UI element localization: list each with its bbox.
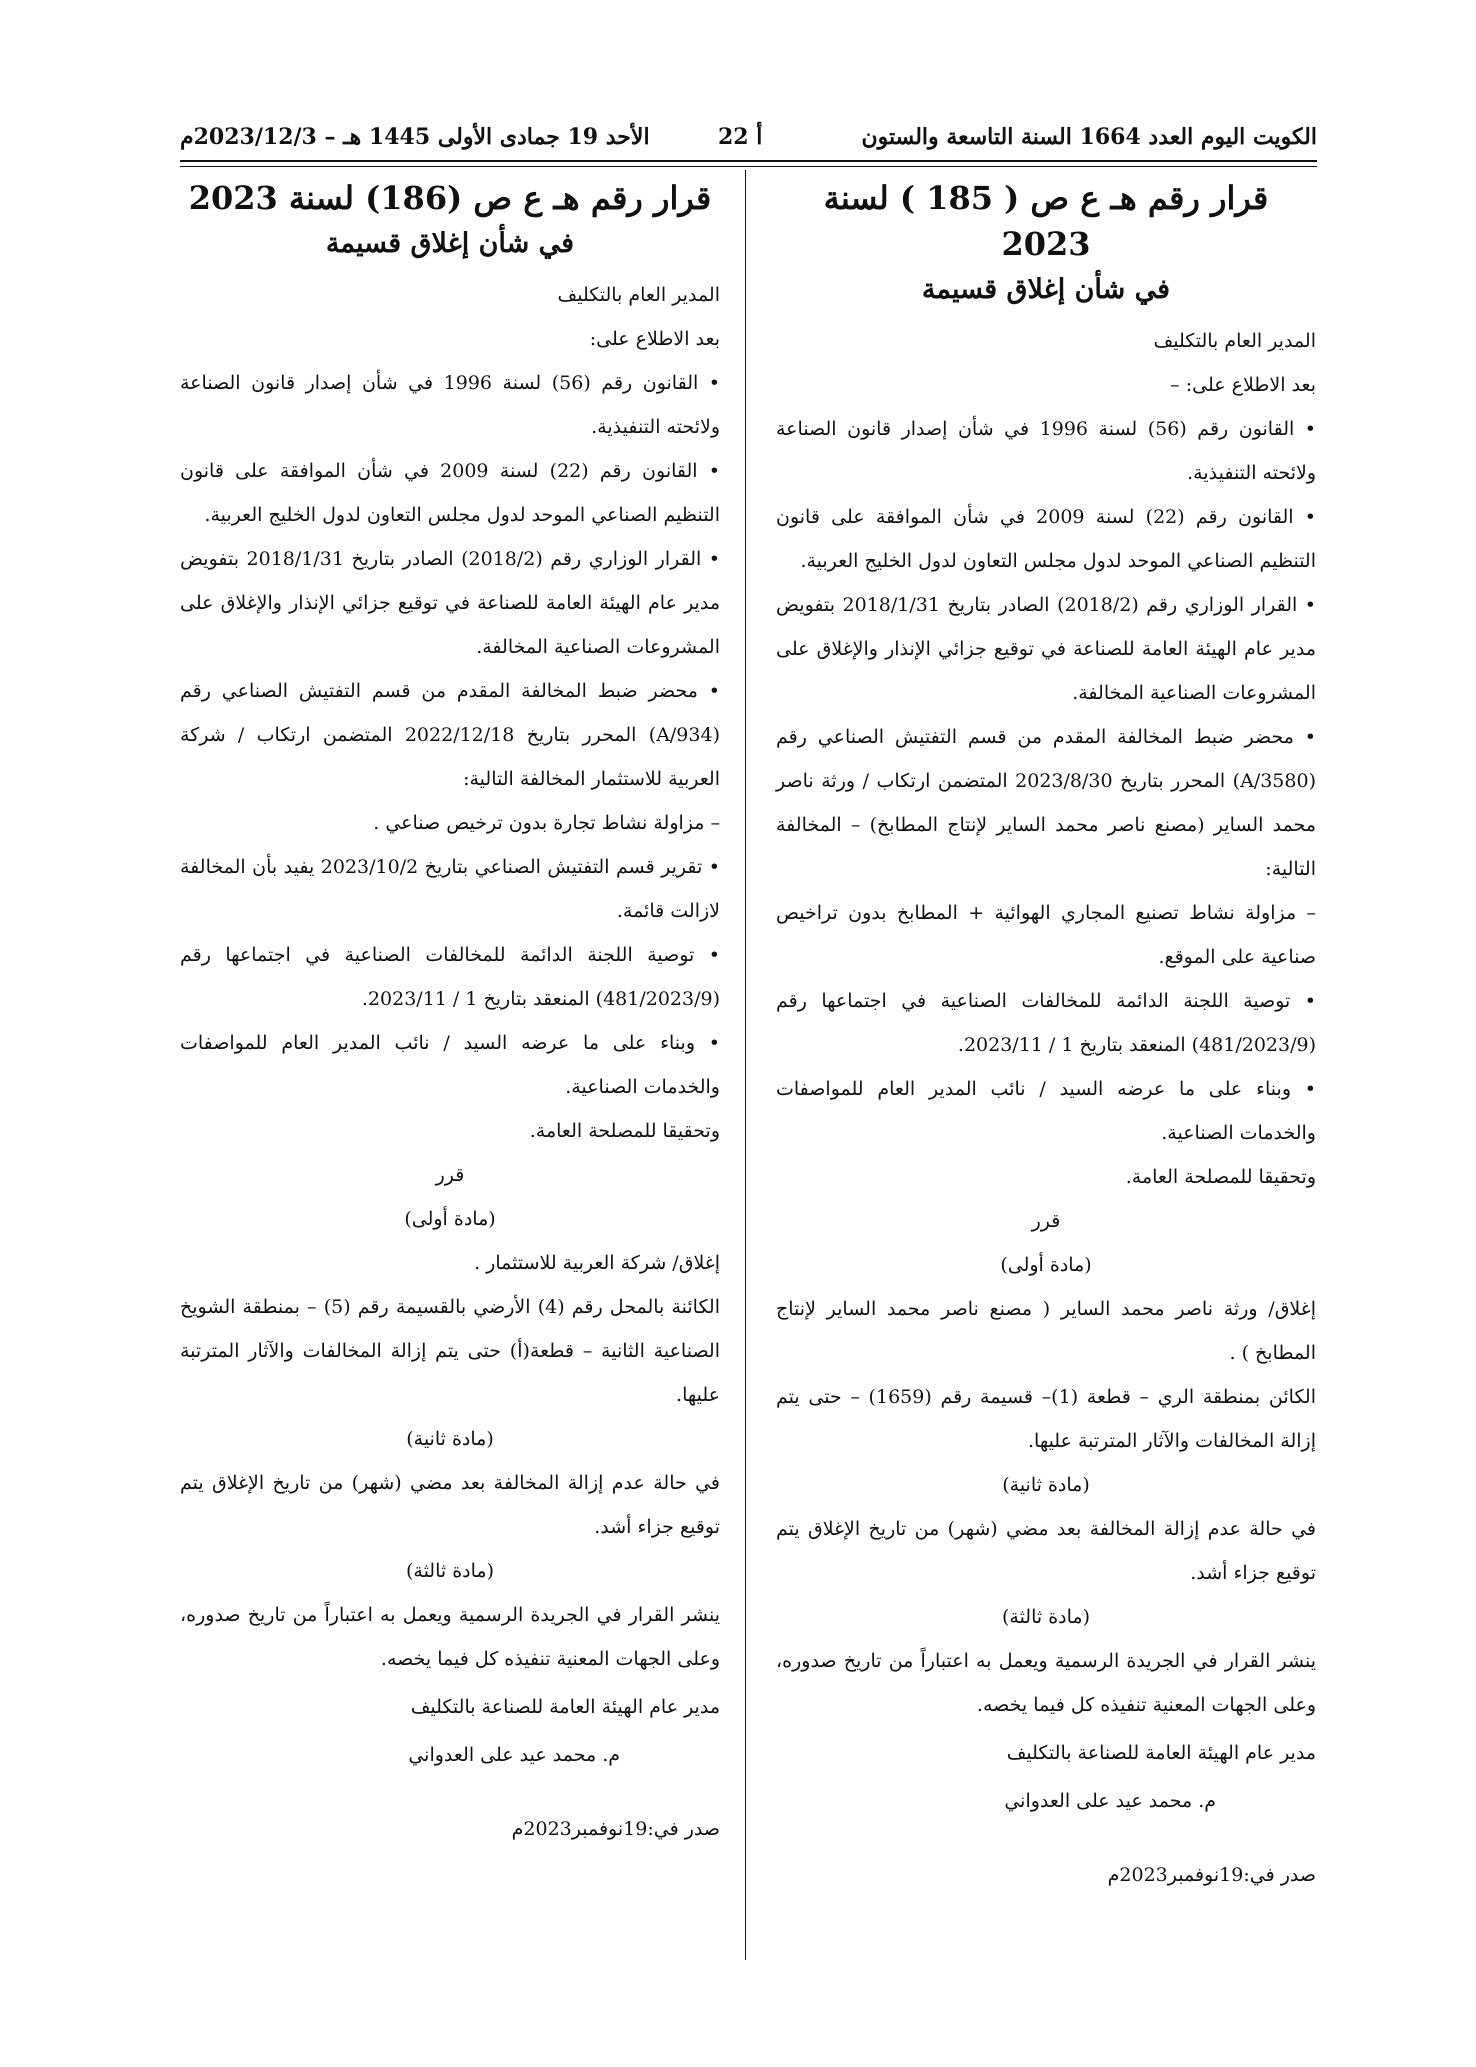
decree-title: قرار رقم هـ ع ص ( 185 ) لسنة 2023 xyxy=(823,179,1269,263)
preamble-item: • القرار الوزاري رقم (2018/2) الصادر بتاريخ 2018/1/31 بتفويض مدير عام الهيئة العامة للصناعة في توقيع جزائي الإنذار والإغلاق على المشروعات الصناعية المخالفة. xyxy=(776,594,1316,704)
article-text: الكائنة بالمحل رقم (4) الأرضي بالقسيمة رقم (5) – بمنطقة الشويخ الصناعية الثانية – قطعة(أ) حتى يتم إزالة المخالفات والآثار المترتبة عليها. xyxy=(180,1296,721,1406)
decided-heading: قرر xyxy=(1031,1210,1061,1232)
preamble-item: • القانون رقم (56) لسنة 1996 في شأن إصدار قانون الصناعة ولائحته التنفيذية. xyxy=(776,418,1317,484)
issue-date: صدر في:19نوفمبر2023م xyxy=(511,1818,720,1840)
preamble-item: • توصية اللجنة الدائمة للمخالفات الصناعية في اجتماعها رقم (481/2023/9) المنعقد بتاريخ 1 / 2023/11. xyxy=(776,990,1316,1056)
violation-item: – مزاولة نشاط تصنيع المجاري الهوائية + المطابخ بدون تراخيص صناعية على الموقع. xyxy=(776,902,1316,968)
preamble-intro: بعد الاطلاع على: – xyxy=(1170,374,1316,396)
header-issue: الكويت اليوم العدد 1664 السنة التاسعة والستون xyxy=(861,124,1317,150)
header-rule-thin xyxy=(180,166,1317,167)
signatory-title: مدير عام الهيئة العامة للصناعة بالتكليف xyxy=(1006,1742,1316,1764)
article-heading: (مادة أولى) xyxy=(1000,1254,1092,1276)
article-heading: (مادة أولى) xyxy=(404,1208,496,1230)
preamble-item: • توصية اللجنة الدائمة للمخالفات الصناعية في اجتماعها رقم (481/2023/9) المنعقد بتاريخ 1 / 2023/11. xyxy=(180,944,720,1010)
article-text: ينشر القرار في الجريدة الرسمية ويعمل به اعتباراً من تاريخ صدوره، وعلى الجهات المعنية تنفيذه كل فيما يخصه. xyxy=(180,1604,720,1670)
preamble-item: • القانون رقم (22) لسنة 2009 في شأن الموافقة على قانون التنظيم الصناعي الموحد لدول مجلس التعاون لدول الخليج العربية. xyxy=(776,506,1317,572)
public-interest-line: وتحقيقا للمصلحة العامة. xyxy=(1125,1166,1316,1188)
page-header xyxy=(180,118,1317,156)
article-text: الكائن بمنطقة الري – قطعة (1)– قسيمة رقم (1659) – حتى يتم إزالة المخالفات والآثار المترتبة عليها. xyxy=(776,1386,1316,1452)
header-rule-thick xyxy=(180,160,1317,162)
article-text: إغلاق/ ورثة ناصر محمد الساير ( مصنع ناصر محمد الساير لإنتاج المطابخ ) . xyxy=(776,1298,1316,1364)
issuer-line: المدير العام بالتكليف xyxy=(557,284,720,306)
preamble-item: • القانون رقم (56) لسنة 1996 في شأن إصدار قانون الصناعة ولائحته التنفيذية. xyxy=(180,372,721,438)
article-text: في حالة عدم إزالة المخالفة بعد مضي (شهر) من تاريخ الإغلاق يتم توقيع جزاء أشد. xyxy=(776,1518,1316,1584)
signatory-title: مدير عام الهيئة العامة للصناعة بالتكليف xyxy=(410,1696,720,1718)
decree-subtitle: في شأن إغلاق قسيمة xyxy=(325,228,575,259)
article-heading: (مادة ثالثة) xyxy=(405,1560,495,1582)
decree-subtitle: في شأن إغلاق قسيمة xyxy=(921,274,1171,305)
article-heading: (مادة ثالثة) xyxy=(1001,1606,1091,1628)
preamble-item: • وبناء على ما عرضه السيد / نائب المدير العام للمواصفات والخدمات الصناعية. xyxy=(776,1078,1316,1144)
preamble-intro: بعد الاطلاع على: xyxy=(589,328,720,350)
header-page-number: أ 22 xyxy=(718,124,763,150)
issue-date: صدر في:19نوفمبر2023م xyxy=(1107,1864,1316,1886)
article-text: ينشر القرار في الجريدة الرسمية ويعمل به اعتباراً من تاريخ صدوره، وعلى الجهات المعنية تنفيذه كل فيما يخصه. xyxy=(776,1650,1316,1716)
article-heading: (مادة ثانية) xyxy=(1002,1474,1090,1496)
signatory-name: م. محمد عيد على العدواني xyxy=(408,1744,620,1766)
decree-185-column xyxy=(776,175,1316,1897)
preamble-item: • محضر ضبط المخالفة المقدم من قسم التفتيش الصناعي رقم (A/3580) المحرر بتاريخ 2023/8/30 المتضمن ارتكاب / ورثة ناصر محمد الساير (مصنع ناصر محمد الساير لإنتاج المطابخ) – المخالفة التالية: xyxy=(776,726,1316,880)
preamble-item: • القرار الوزاري رقم (2018/2) الصادر بتاريخ 2018/1/31 بتفويض مدير عام الهيئة العامة للصناعة في توقيع جزائي الإنذار والإغلاق على المشروعات الصناعية المخالفة. xyxy=(180,548,720,658)
issuer-line: المدير العام بالتكليف xyxy=(1153,330,1316,352)
article-text: في حالة عدم إزالة المخالفة بعد مضي (شهر) من تاريخ الإغلاق يتم توقيع جزاء أشد. xyxy=(180,1472,720,1538)
preamble-item: • وبناء على ما عرضه السيد / نائب المدير العام للمواصفات والخدمات الصناعية. xyxy=(180,1032,720,1098)
article-text: إغلاق/ شركة العربية للاستثمار . xyxy=(474,1252,720,1274)
article-heading: (مادة ثانية) xyxy=(406,1428,494,1450)
decided-heading: قرر xyxy=(435,1164,465,1186)
decree-186-column xyxy=(180,175,720,1851)
preamble-item: • تقرير قسم التفتيش الصناعي بتاريخ 2023/10/2 يفيد بأن المخالفة لازالت قائمة. xyxy=(180,856,720,922)
column-divider xyxy=(745,170,746,1960)
preamble-item: • القانون رقم (22) لسنة 2009 في شأن الموافقة على قانون التنظيم الصناعي الموحد لدول مجلس التعاون لدول الخليج العربية. xyxy=(180,460,721,526)
header-date: الأحد 19 جمادى الأولى 1445 هـ – 2023/12/3م xyxy=(180,124,650,150)
public-interest-line: وتحقيقا للمصلحة العامة. xyxy=(529,1120,720,1142)
decree-title: قرار رقم هـ ع ص (186) لسنة 2023 xyxy=(188,179,712,217)
preamble-item: • محضر ضبط المخالفة المقدم من قسم التفتيش الصناعي رقم (A/934) المحرر بتاريخ 2022/12/18 المتضمن ارتكاب / شركة العربية للاستثمار المخالفة التالية: xyxy=(180,680,720,790)
violation-item: – مزاولة نشاط تجارة بدون ترخيص صناعي . xyxy=(373,812,720,834)
signatory-name: م. محمد عيد على العدواني xyxy=(1004,1790,1216,1812)
